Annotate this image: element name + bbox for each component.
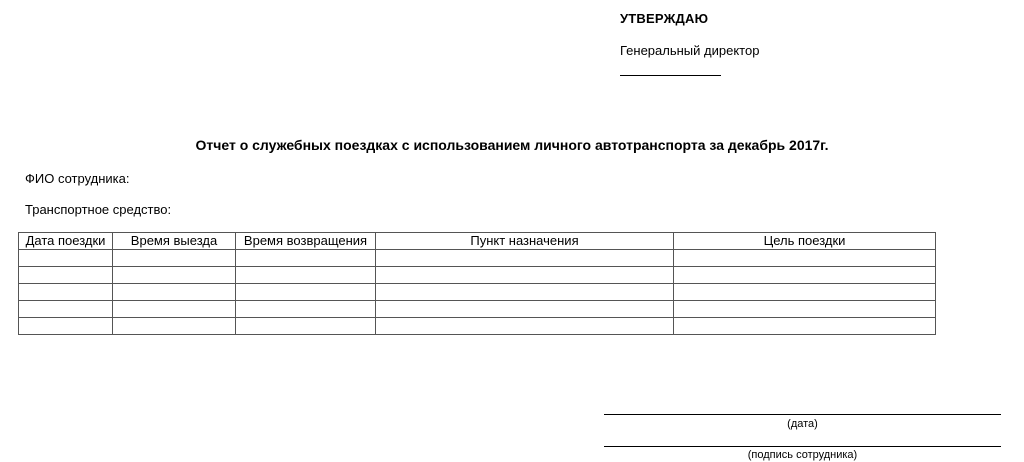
employee-signature-caption: (подпись сотрудника) (747, 449, 858, 461)
vehicle-label: Транспортное средство: (25, 202, 172, 217)
column-header-trip-purpose: Цель поездки (674, 233, 936, 250)
table-cell (376, 250, 674, 267)
table-cell (236, 250, 376, 267)
table-cell (674, 250, 936, 267)
table-cell (236, 267, 376, 284)
table-cell (236, 284, 376, 301)
table-cell (674, 318, 936, 335)
table-cell (113, 267, 236, 284)
column-header-departure-time: Время выезда (113, 233, 236, 250)
table-cell (19, 284, 113, 301)
approval-position: Генеральный директор (620, 43, 760, 58)
table-cell (113, 301, 236, 318)
table-row (19, 250, 936, 267)
trips-table (18, 232, 936, 335)
document-title: Отчет о служебных поездках с использованием личного автотранспорта за декабрь 2017г. (195, 137, 829, 153)
table-header-row (19, 233, 936, 250)
table-cell (376, 301, 674, 318)
approval-title: УТВЕРЖДАЮ (620, 11, 709, 26)
table-cell (376, 284, 674, 301)
table-cell (236, 301, 376, 318)
table-row (19, 267, 936, 284)
column-header-trip-date: Дата поездки (19, 233, 113, 250)
column-header-destination: Пункт назначения (376, 233, 674, 250)
table-cell (674, 284, 936, 301)
table-row (19, 318, 936, 335)
table-cell (674, 267, 936, 284)
table-cell (19, 318, 113, 335)
table-cell (19, 250, 113, 267)
table-cell (113, 318, 236, 335)
table-cell (19, 267, 113, 284)
table-cell (113, 284, 236, 301)
table-cell (113, 250, 236, 267)
approval-signature-line (620, 75, 721, 76)
table-cell (376, 318, 674, 335)
table-cell (376, 267, 674, 284)
employee-name-label: ФИО сотрудника: (25, 171, 130, 186)
date-caption: (дата) (787, 418, 818, 430)
employee-signature-line (604, 446, 1001, 447)
date-signature-line (604, 414, 1001, 415)
table-row (19, 284, 936, 301)
table-row (19, 301, 936, 318)
table-cell (236, 318, 376, 335)
table-cell (19, 301, 113, 318)
column-header-return-time: Время возвращения (236, 233, 376, 250)
table-cell (674, 301, 936, 318)
